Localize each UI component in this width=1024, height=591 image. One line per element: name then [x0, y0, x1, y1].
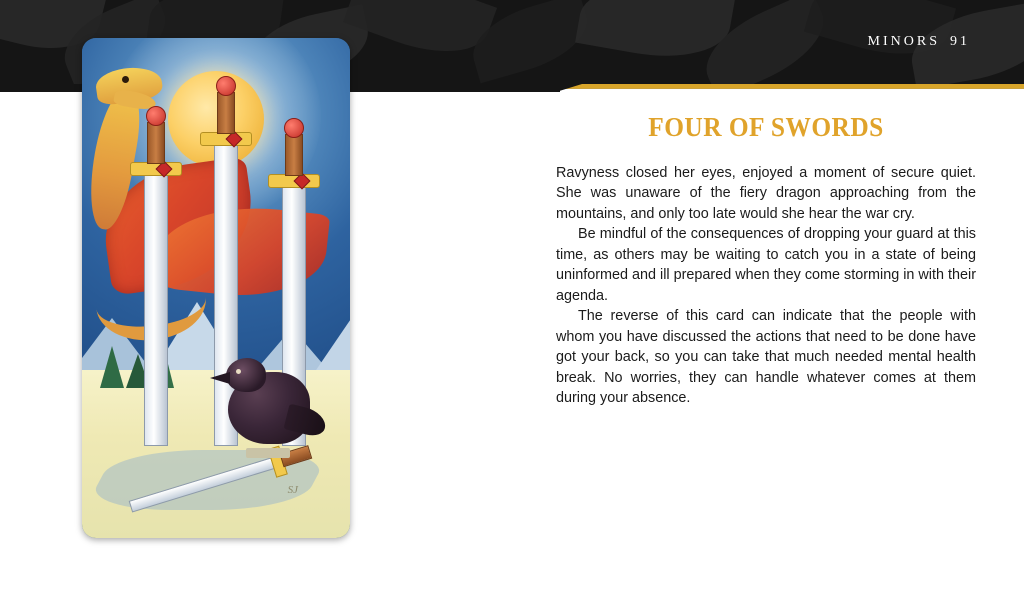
raven-eye	[236, 369, 241, 374]
pine-tree-icon	[100, 346, 124, 388]
header-band-bevel	[556, 84, 582, 92]
paragraph: Ravyness closed her eyes, enjoyed a moment of secure quiet. She was unaware of the fiery dragon approaching from the mountains, and only too late would she hear the war cry.	[556, 165, 976, 222]
running-head	[868, 34, 970, 50]
raven-head	[226, 358, 266, 392]
raven-perch	[246, 448, 290, 458]
sword-pommel	[146, 106, 166, 126]
sword-pommel	[284, 118, 304, 138]
sword-grip	[285, 134, 303, 176]
tarot-card-illustration	[82, 38, 350, 538]
running-head-label: MINORS	[867, 34, 940, 49]
raven-figure	[220, 356, 318, 452]
sword-blade	[144, 174, 168, 446]
text-column	[556, 112, 976, 408]
sword-pommel	[216, 76, 236, 96]
sword-grip	[217, 92, 235, 134]
artist-signature: SJ	[287, 484, 298, 496]
sword-grip	[147, 122, 165, 164]
body-copy	[556, 163, 976, 408]
dragon-eye	[122, 76, 129, 83]
card-title: FOUR OF SWORDS	[648, 112, 884, 142]
page-number: 91	[950, 34, 970, 49]
paragraph: Be mindful of the consequences of dropping your guard at this time, as others may be waiting to catch you in a state of being uninformed and ill prepared when they come storming in with their agenda.	[556, 226, 976, 304]
raven-beak	[210, 372, 230, 384]
paragraph: The reverse of this card can indicate that the people with whom you have discussed the actions that need to be done have got your back, so you can take that much needed mental health break. No worries, they can handle whatever comes at them during your absence.	[556, 308, 976, 406]
